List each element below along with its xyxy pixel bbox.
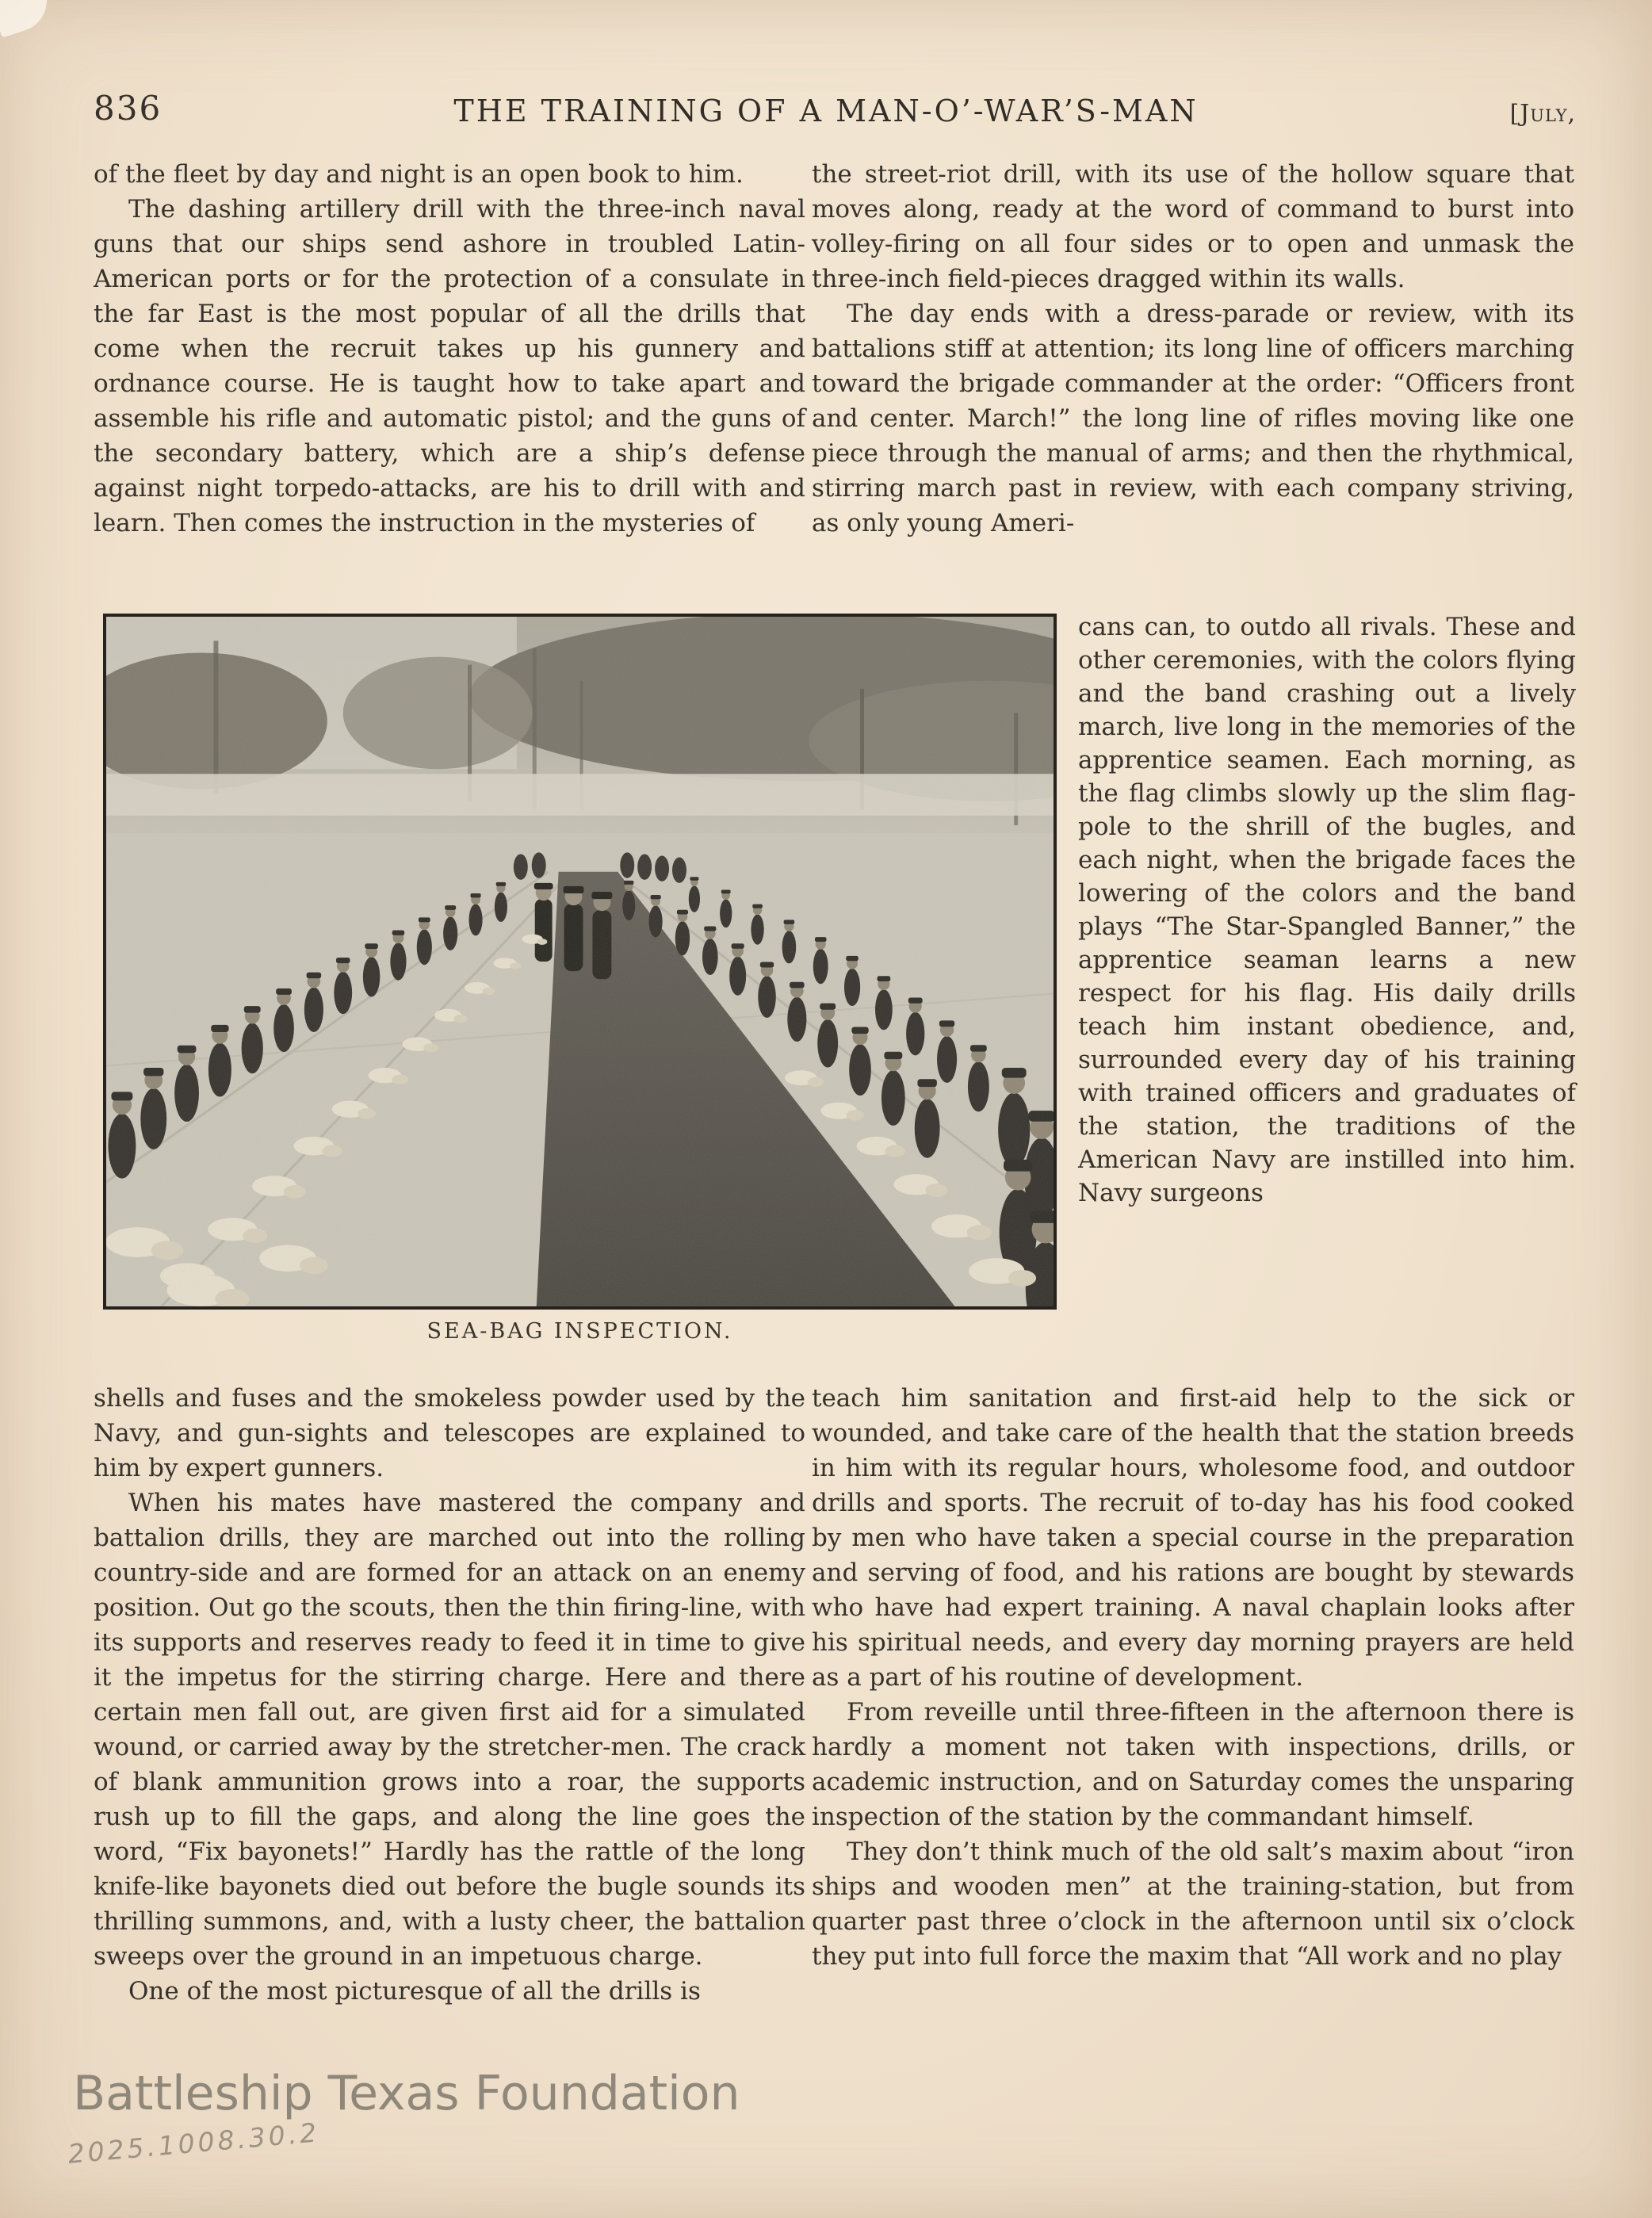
paragraph: teach him sanitation and first-aid help to the sick or wounded, and take care of the health that the station breeds in him with its regular hours, wholesome food, and outdoor drills and sports. The recruit of to-day has his food cooked by men who have taken a special course in the preparation and serving of food, and his rations are bought by stewards who have had expert training. A naval chaplain looks after his spiritual needs, and every day morning prayers are held as a part of his routine of development. (812, 1384, 1574, 1692)
column-right-bottom (812, 1381, 1574, 1974)
paragraph: One of the most picturesque of all the drills is (128, 1977, 701, 2006)
paragraph: From reveille until three-fifteen in the afternoon there is hardly a moment not taken with inspections, drills, or academic instruction, and on Saturday comes the unsparing inspection of the station by the commandant himself. (812, 1698, 1574, 1831)
photo-illustration (106, 617, 1054, 1306)
photo-caption: SEA-BAG INSPECTION. (426, 1319, 733, 1344)
column-right-top (812, 157, 1574, 541)
sea-bag-inspection-photo (103, 614, 1057, 1310)
accession-number: 2025.1008.30.2 (67, 2117, 321, 2170)
column-right-narrow (1078, 610, 1576, 1210)
paper-tear (0, 0, 55, 38)
paragraph: The dashing artillery drill with the three-inch naval guns that our ships send ashore in troubled Latin-American ports or for the protection of a consulate in the far East is the most popular of all the drills that come when the recruit takes up his gunnery and ordnance course. He is taught how to take apart and assemble his rifle and automatic pistol; and the guns of the secondary battery, which are a ship’s defense against night torpedo-attacks, are his to drill with and learn. Then comes the instruction in the mysteries of (94, 195, 805, 537)
running-title: THE TRAINING OF A MAN-O’-WAR’S-MAN (453, 94, 1199, 128)
paragraph: shells and fuses and the smokeless powder used by the Navy, and gun-sights and telescopes are explained to him by expert gunners. (94, 1384, 805, 1482)
paragraph: cans can, to outdo all rivals. These and other ceremonies, with the colors flying and the band crashing out a lively march, live long in the memories of the apprentice seamen. Each morning, as the flag climbs slowly up the slim flag-pole to the shrill of the bugles, and each night, when the brigade faces the lowering of the colors and the band plays “The Star-Spangled Banner,” the apprentice seaman learns a new respect for his flag. His daily drills teach him instant obedience, and, surrounded every day of his training with trained officers and graduates of the station, the traditions of the American Navy are instilled into him. Navy surgeons (1078, 613, 1576, 1207)
paragraph: They don’t think much of the old salt’s maxim about “iron ships and wooden men” at the training-station, but from quarter past three o’clock in the afternoon until six o’clock they put into full force the maxim that “All work and no play (812, 1837, 1574, 1971)
column-left-bottom (94, 1381, 805, 2009)
page-number: 836 (94, 89, 163, 128)
paragraph: the street-riot drill, with its use of the hollow square that moves along, ready at the word of command to burst into volley-firing on all four sides or to open and unmask the three-inch field-pieces dragged within its walls. (812, 160, 1574, 293)
watermark: Battleship Texas Foundation (73, 2066, 740, 2121)
column-left-top (94, 157, 805, 541)
paragraph: of the fleet by day and night is an open book to him. (94, 160, 744, 189)
issue-label: [July, (1509, 100, 1576, 128)
paragraph: When his mates have mastered the company and battalion drills, they are marched out into the rolling country-side and are formed for an attack on an enemy position. Out go the scouts, then the thin firing-line, with its supports and reserves ready to feed it in time to give it the impetus for the stirring charge. Here and there certain men fall out, are given first aid for a simulated wound, or carried away by the stretcher-men. The crack of blank ammunition grows into a roar, the supports rush up to fill the gaps, and along the line goes the word, “Fix bayonets!” Hardly has the rattle of the long knife-like bayonets died out before the bugle sounds its thrilling summons, and, with a lusty cheer, the battalion sweeps over the ground in an impetuous charge. (94, 1489, 805, 1971)
paragraph: The day ends with a dress-parade or review, with its battalions stiff at attention; its long line of officers marching toward the brigade commander at the order: “Officers front and center. March!” the long line of rifles moving like one piece through the manual of arms; and then the rhythmical, stirring march past in review, with each company striving, as only young Ameri- (812, 300, 1574, 537)
